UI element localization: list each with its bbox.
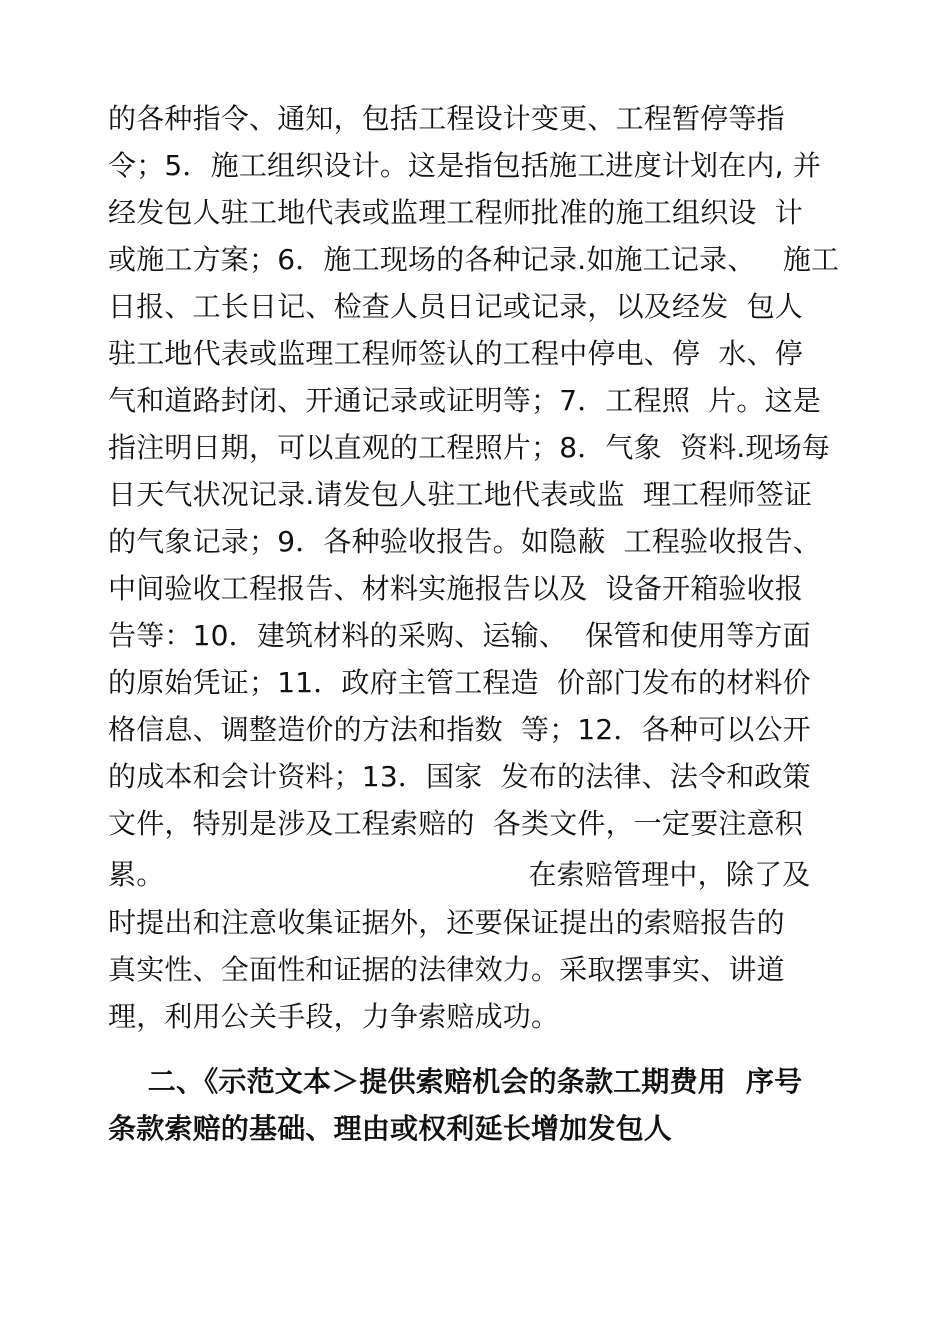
body-line: 令；5．施工组织设计。这是指包括施工进度计划在内, 并	[108, 149, 822, 182]
body-line: 驻工地代表或监理工程师签认的工程中停电、停 水、停	[108, 337, 804, 370]
body-line: 经发包人驻工地代表或监理工程师批准的施工组织设 计	[108, 196, 804, 229]
section-heading: 条款索赔的基础、理由或权利延长增加发包人	[108, 1112, 673, 1145]
body-line: 或施工方案；6．施工现场的各种记录.如施工记录、 施工	[108, 243, 840, 276]
body-line: 的成本和会计资料；13．国家 发布的法律、法令和政策	[108, 760, 811, 793]
body-line: 理，利用公关手段，力争索赔成功。	[108, 1000, 560, 1033]
body-line: 文件，特别是涉及工程索赔的 各类文件，一定要注意积	[108, 807, 804, 840]
body-line: 真实性、全面性和证据的法律效力。采取摆事实、讲道	[108, 953, 785, 986]
body-line: 中间验收工程报告、材料实施报告以及 设备开箱验收报	[108, 572, 804, 605]
body-line: 的原始凭证；11．政府主管工程造 价部门发布的材料价	[108, 666, 811, 699]
body-line: 气和道路封闭、开通记录或证明等；7．工程照 片。这是	[108, 384, 822, 417]
body-line: 格信息、调整造价的方法和指数 等；12．各种可以公开	[108, 713, 811, 746]
section-heading: 二、《示范文本＞提供索赔机会的条款工期费用 序号	[108, 1065, 803, 1098]
body-line: 时提出和注意收集证据外，还要保证提出的索赔报告的	[108, 906, 785, 939]
body-line: 的各种指令、通知，包括工程设计变更、工程暂停等指	[108, 102, 785, 135]
body-line: 日报、工长日记、检查人员日记或记录，以及经发 包人	[108, 290, 804, 323]
body-line: 指注明日期，可以直观的工程照片；8．气象 资料.现场每	[108, 431, 831, 464]
body-line: 的气象记录；9．各种验收报告。如隐蔽 工程验收报告、	[108, 525, 822, 558]
body-line: 告等：10．建筑材料的采购、运输、 保管和使用等方面	[108, 619, 811, 652]
body-line: 日天气状况记录.请发包人驻工地代表或监 理工程师签证	[108, 478, 813, 511]
body-line: 累。 在索赔管理中，除了及	[108, 858, 811, 891]
